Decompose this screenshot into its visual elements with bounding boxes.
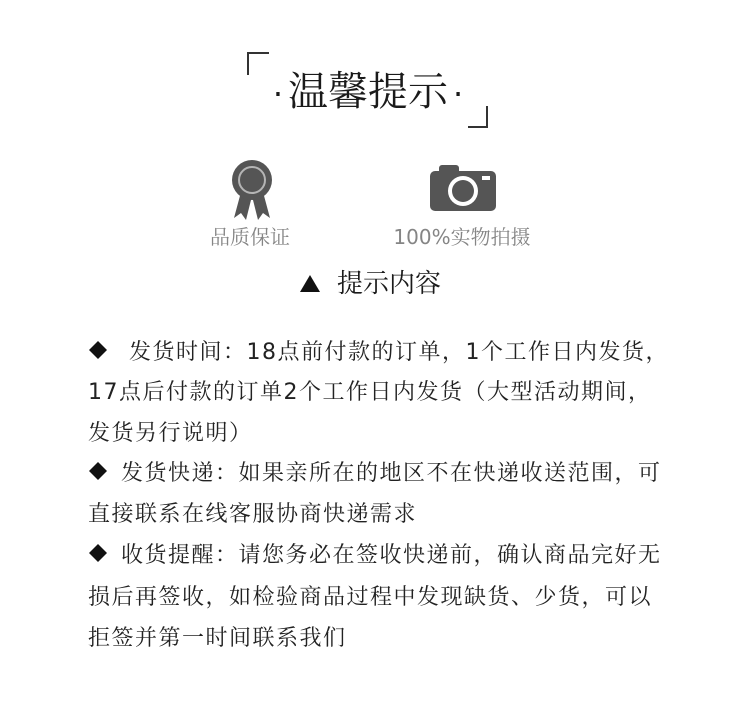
medal-icon (227, 158, 277, 222)
tip-text: 直接联系在线客服协商快递需求 (88, 501, 418, 527)
tip-text: 请您务必在签收快递前，确认商品完好无 (238, 542, 662, 568)
tip-line (88, 621, 688, 651)
tip-line (88, 416, 688, 446)
tip-line (88, 497, 688, 527)
tip-text: 损后再签收，如检验商品过程中发现缺货、少货，可以 (88, 584, 653, 610)
tip-line (88, 375, 688, 405)
camera-icon (428, 163, 498, 213)
diamond-bullet-icon (88, 340, 108, 360)
tip-line (88, 538, 688, 568)
tip-label: 发货时间： (129, 339, 247, 365)
page-title (248, 68, 488, 116)
tip-text: 发货另行说明） (88, 420, 253, 446)
tip-text: 17点后付款的订单2个工作日内发货（大型活动期间， (88, 379, 652, 405)
title-dot-right: · (453, 75, 464, 113)
tip-line (88, 456, 688, 486)
tip-label: 收货提醒： (121, 542, 239, 568)
tip-line (88, 580, 688, 610)
title-text: 温馨提示 (288, 69, 448, 115)
feature-label-real-photos: 100%实物拍摄 (393, 225, 531, 249)
section-title: 提示内容 (337, 269, 442, 299)
diamond-bullet-icon (88, 461, 108, 481)
feature-label-quality: 品质保证 (210, 225, 290, 249)
tip-text: 如果亲所在的地区不在快递收送范围，可 (238, 460, 662, 486)
tip-label: 发货快递： (121, 460, 239, 486)
diamond-bullet-icon (88, 543, 108, 563)
tip-text: 18点前付款的订单，1个工作日内发货， (246, 339, 670, 365)
tip-text: 拒签并第一时间联系我们 (88, 625, 347, 651)
tip-line (88, 335, 688, 365)
title-dot-left: · (272, 75, 283, 113)
triangle-up-icon (300, 275, 320, 292)
